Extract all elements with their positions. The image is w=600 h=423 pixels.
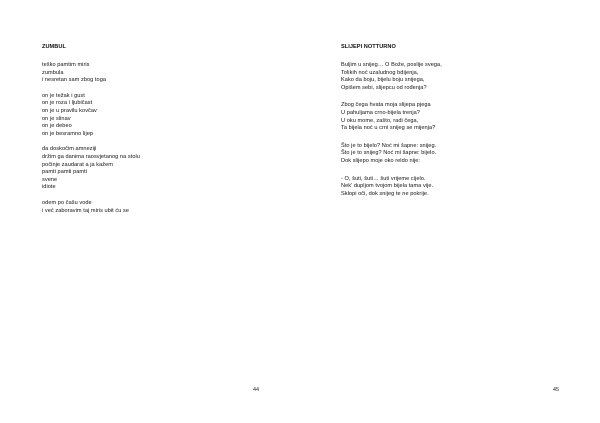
poem-line: Ta bijela noć u crni snijeg se mijenja?: [341, 125, 436, 132]
stanza: [42, 93, 272, 139]
page-number: 45: [553, 387, 559, 393]
stanza: [42, 146, 272, 192]
poem-line: Kako da boju, bijelu boju snijega,: [341, 77, 425, 84]
poem-line: Zbog čega hvata moja slijepa pjega: [341, 102, 431, 109]
poem-title: ZUMBUL: [42, 44, 66, 50]
poem-title: SLIJEPI NOTTURNO: [341, 44, 396, 50]
poem-line: Buljim u snijeg… O Bože, poslije svega,: [341, 62, 442, 68]
poem-line: on je slinav: [42, 115, 71, 122]
poem-line: U pahuljama crno-bijela trenja?: [341, 109, 420, 116]
poem-line: Sklopi oči, dok snijeg te ne pokrije.: [341, 190, 429, 197]
poem-line: teško pamtim miris: [42, 62, 90, 68]
poem-line: zumbula: [42, 69, 64, 76]
poem-line: da doskočim amneziji: [42, 146, 97, 153]
poem-line: Što je to bijelo? Noć mi šapne: snijeg.: [341, 142, 437, 149]
stanza: [341, 176, 571, 199]
poem-line: on je u pravilu kovčav: [42, 107, 97, 114]
poem-line: on je besramno lijep: [42, 130, 94, 137]
stanza: [42, 200, 272, 215]
poem-line: Nek' dupljom tvojom bijela tama vije.: [341, 183, 434, 190]
poem-zumbul: [42, 44, 272, 223]
poem-line: svene: [42, 176, 58, 183]
poem-line: Dok slijepo moje oko reldo nije:: [341, 157, 421, 164]
page-number: 44: [253, 387, 259, 393]
poem-line: i već zaboravim taj miris ubit ću se: [42, 207, 129, 214]
poem-line: - O, šuti, šuti… šuti vrijeme cijelo.: [341, 175, 426, 182]
poem-line: držim ga danima raosvjetanog na stolu: [42, 153, 140, 160]
poem-line: on je debeo: [42, 123, 72, 130]
poem-slijepi-notturno: [341, 44, 571, 208]
stanza: [341, 102, 571, 132]
poem-line: pamti pamti pamti: [42, 169, 87, 176]
stanza: [42, 62, 272, 85]
right-page: [300, 0, 600, 423]
poem-line: Što je to snijeg? Noć mi šapne: bijelo.: [341, 150, 437, 157]
stanza: [341, 62, 571, 92]
poem-line: on je težak i gust: [42, 92, 85, 99]
poem-line: i nesretan sam zbog toga: [42, 77, 107, 84]
poem-line: odem po čašu vode: [42, 199, 92, 206]
stanza: [341, 143, 571, 166]
poem-line: on je roza i ljubičast: [42, 100, 93, 107]
poem-line: idiote: [42, 184, 56, 191]
poem-line: U oku mome, zašto, radi čega,: [341, 117, 419, 124]
poem-line: počinje zaudarat a ja kažem: [42, 161, 114, 168]
poem-line: Tolikih noć uzaludnog bdijenja,: [341, 69, 419, 76]
poem-line: Opišem sebi, slijepcu od rođenja?: [341, 84, 427, 91]
